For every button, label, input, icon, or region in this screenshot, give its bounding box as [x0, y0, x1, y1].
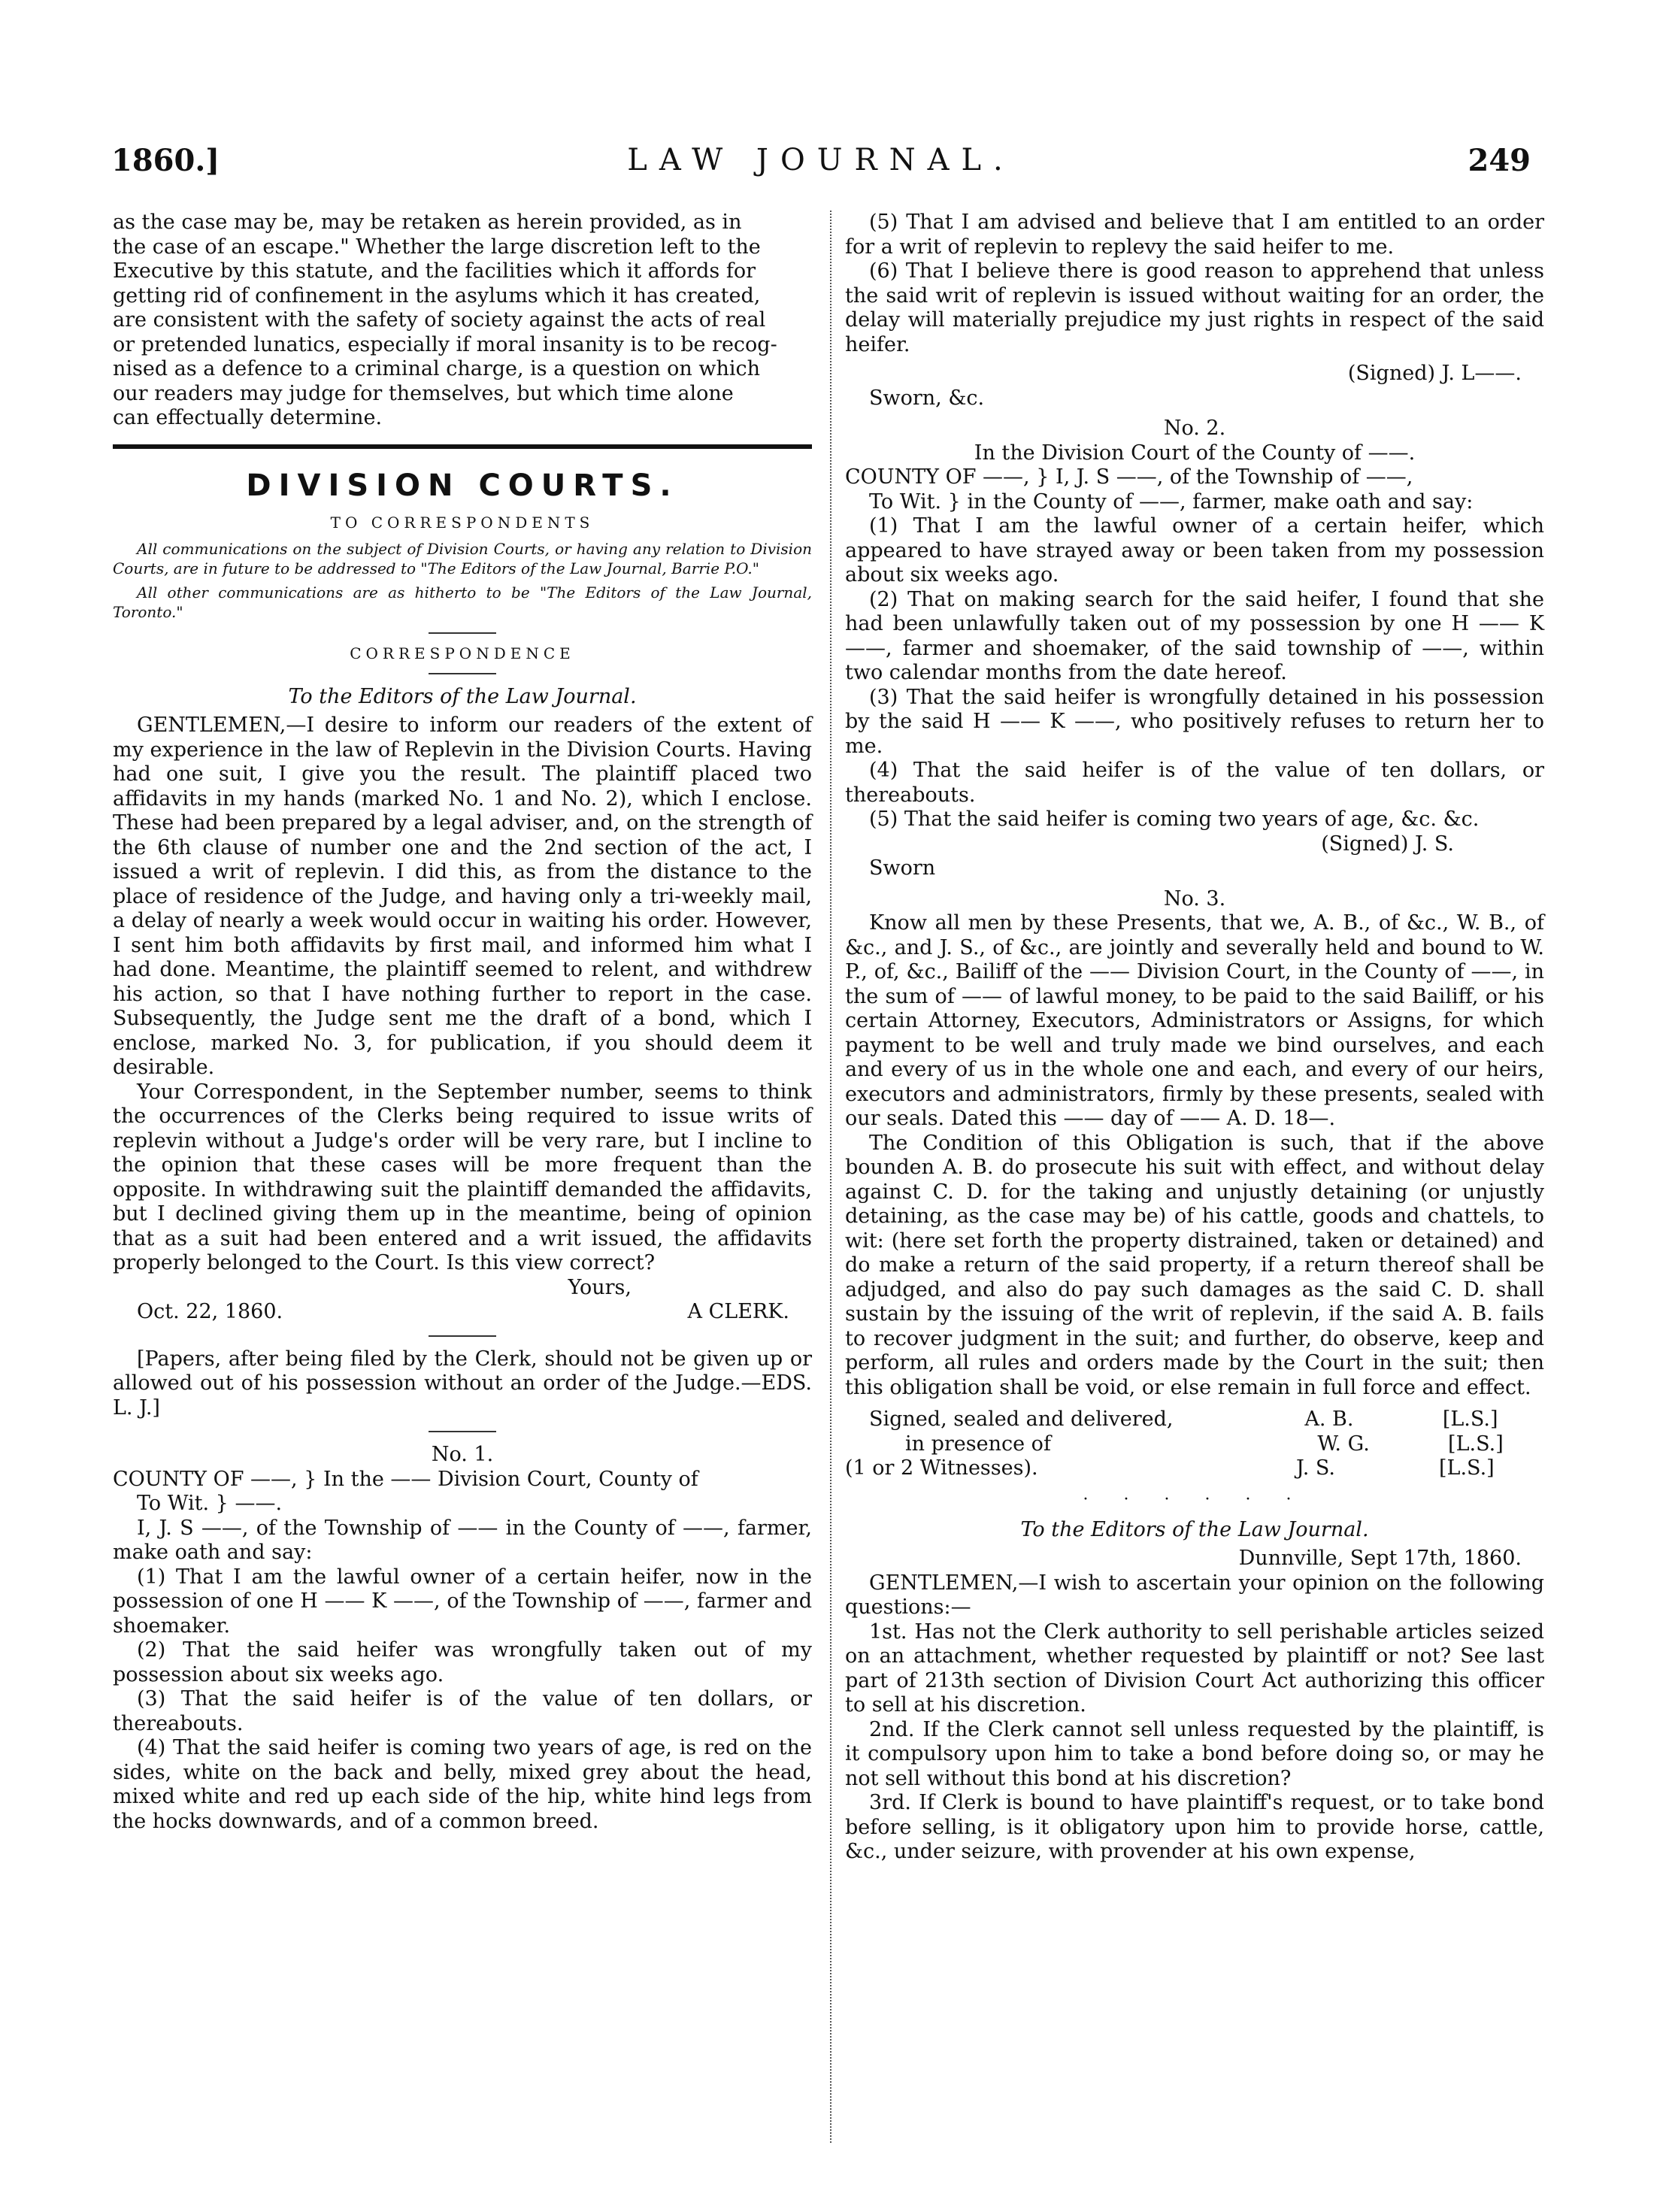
divider [429, 632, 496, 634]
text-line: are consistent with the safety of society against the acts of real [113, 308, 766, 332]
sworn-line: Sworn [869, 856, 936, 880]
text-line: our readers may judge for themselves, but which time alone [113, 381, 734, 405]
signature-name: A. B. [1304, 1407, 1354, 1431]
signature-label: (1 or 2 Witnesses). [845, 1456, 1038, 1480]
column-divider [830, 211, 831, 2143]
editor-note: [Papers, after being filed by the Clerk, should not be given up or allowed out of his possession without an order of the Judge.—EDS. L. J.] [113, 1347, 812, 1420]
letter-question: 2nd. If the Clerk cannot sell unless requested by the plaintiff, is it compulsory upon him to take a bond before doing so, or may he not sell without this bond at his discretion? [845, 1717, 1544, 1790]
letter-dateline: Dunnville, Sept 17th, 1860. [1238, 1547, 1522, 1570]
affidavit-heading: No. 2. [1163, 417, 1226, 440]
header-title: LAW JOURNAL. [627, 143, 1015, 177]
letter-signer: A CLERK. [687, 1300, 789, 1323]
affidavit-heading: No. 1. [431, 1443, 494, 1466]
running-header [111, 143, 1531, 188]
venue-line: COUNTY OF ——, } In the —— Division Court, County of [113, 1467, 698, 1491]
affidavit-item: (5) That the said heifer is coming two years of age, &c. &c. [869, 808, 1480, 831]
sworn-line: Sworn, &c. [869, 386, 985, 410]
dotted-divider: · · · · · · [1083, 1489, 1307, 1509]
letter-addressee: To the Editors of the Law Journal. [1020, 1517, 1369, 1541]
signature-label: in presence of [905, 1432, 1051, 1456]
letter-addressee: To the Editors of the Law Journal. [288, 684, 637, 708]
court-line: In the Division Court of the County of ——. [974, 441, 1416, 465]
header-year: 1860.] [111, 143, 220, 178]
affidavit-item: (2) That the said heifer was wrongfully taken out of my possession about six weeks ago. [113, 1638, 812, 1686]
bond-paragraph: Know all men by these Presents, that we, A. B., of &c., W. B., of &c., and J. S., of &c., are jointly and severally held and bound to W. P., of, &c., Bailiff of the —— Division Court, in the County of ——, in the sum of —— of lawful money, to be paid to the said Bailiff, or his certain Attorney, Executors, Administrators or Assigns, for which payment to be well and truly made we bind ourselves, and each and every of us in the whole one and each, and every of our heirs, executors and administrators, firmly by these presents, sealed with our seals. Dated this —— day of —— A. D. 18—. [845, 911, 1544, 1130]
notice-paragraph: All other communications are as hitherto to be "The Editors of the Law Journal, Toronto." [113, 583, 812, 621]
affidavit-item: (4) That the said heifer is of the value of ten dollars, or thereabouts. [845, 759, 1544, 807]
letter-closing: Yours, [568, 1275, 632, 1299]
text-line: Executive by this statute, and the facilities which it affords for [113, 259, 756, 283]
signature-line: (Signed) J. L——. [1347, 362, 1522, 385]
right-column [845, 211, 1544, 1865]
text-line: nised as a defence to a criminal charge, is a question on which [113, 357, 761, 380]
letter-paragraph: Your Correspondent, in the September number, seems to think the occurrences of the Clerks being required to issue writs of replevin without a Judge's order will be very rare, but I incline to the opinion that these cases will be more frequent than the opposite. In withdrawing suit the plaintiff demanded the affidavits, but I declined giving them up in the meantime, being of opinion that as a suit had been entered and a writ issued, the affidavits properly belonged to the Court. Is this view correct? [113, 1080, 812, 1274]
intro-paragraph [113, 211, 812, 431]
seal-mark: [L.S.] [1442, 1407, 1498, 1431]
affidavit-item: (1) That I am the lawful owner of a certain heifer, now in the possession of one H —— K ——, of the Township of ——, farmer and shoemaker. [113, 1565, 812, 1638]
signature-row [845, 1407, 1544, 1432]
signature-line: (Signed) J. S. [1321, 832, 1454, 856]
section-title: DIVISION COURTS. [246, 468, 679, 503]
letter-paragraph: GENTLEMEN,—I desire to inform our readers of the extent of my experience in the law of Replevin in the Division Courts. Having had one suit, I give you the result. The plaintiff placed two affidavits in my hands (marked No. 1 and No. 2), which I enclose. These had been prepared by a legal adviser, and, on the strength of the 6th clause of number one and the 2nd section of the act, I issued a writ of replevin. I did this, as from the distance to the place of residence of the Judge, and having only a tri-weekly mail, a delay of nearly a week would occur in waiting his order. However, I sent him both affidavits by first mail, and informed him what I had done. Meantime, the plaintiff seemed to relent, and withdrew his action, so that I have nothing further to report in the case. Subsequently, the Judge sent me the draft of a bond, which I enclose, marked No. 3, for publication, if you should deem it desirable. [113, 714, 812, 1079]
left-column [113, 211, 812, 1834]
correspondence-heading: CORRESPONDENCE [350, 644, 575, 662]
text-line: the case of an escape." Whether the large discretion left to the [113, 235, 761, 259]
affidavit-item: (4) That the said heifer is coming two years of age, is red on the sides, white on the back and belly, mixed grey about the head, mixed white and red up each side of the hip, white hind legs from the hocks downwards, and of a common breed. [113, 1736, 812, 1833]
divider [429, 673, 496, 674]
letter-date: Oct. 22, 1860. [137, 1300, 283, 1323]
venue-line: COUNTY OF ——, } I, J. S ——, of the Township of ——, [845, 465, 1413, 489]
text-line: can effectually determine. [113, 406, 383, 429]
to-correspondents-heading: TO CORRESPONDENTS [330, 513, 595, 532]
venue-line: To Wit. } ——. [137, 1492, 283, 1515]
venue-line: To Wit. } in the County of ——, farmer, make oath and say: [869, 489, 1474, 514]
bond-signatures [845, 1407, 1544, 1481]
text-line: as the case may be, may be retaken as herein provided, as in [113, 211, 742, 234]
affidavit-item: (2) That on making search for the said heifer, I found that she had been unlawfully taken out of my possession by one H —— K ——, farmer and shoemaker, of the said township of ——, within two calendar months from the date hereof. [845, 587, 1544, 684]
letter-paragraph: GENTLEMEN,—I wish to ascertain your opinion on the following questions:— [845, 1571, 1544, 1619]
affidavit-item: (1) That I am the lawful owner of a certain heifer, which appeared to have strayed away or been taken from my possession about six weeks ago. [845, 514, 1544, 586]
letter-question: 1st. Has not the Clerk authority to sell perishable articles seized on an attachment, whether requested by plaintiff or not? See last part of 213th section of Division Court Act authorizing this officer to sell at his discretion. [845, 1620, 1544, 1717]
text-line: getting rid of confinement in the asylums which it has created, [113, 283, 761, 308]
letter-signature [113, 1300, 812, 1325]
signature-name: W. G. [1317, 1432, 1370, 1456]
seal-mark: [L.S.] [1439, 1456, 1495, 1480]
affidavit-item: (6) That I believe there is good reason to apprehend that unless the said writ of replevin is issued without waiting for an order, the delay will materially prejudice my just rights in respect of the said heifer. [845, 259, 1544, 356]
bond-paragraph: The Condition of this Obligation is such, that if the above bounden A. B. do prosecute his suit with effect, and without delay against C. D. for the taking and unjustly detaining (or unjustly detaining, as the case may be) of his cattle, goods and chattels, to wit: (here set forth the property distrained, taken or detained) and do make a return of the said property, if a return thereof shall be adjudged, and also do pay such damages as the said C. D. shall sustain by the issuing of the writ of replevin, if the said A. B. fails to recover judgment in the suit; and further, do observe, keep and perform, all rules and orders made by the Court in the suit; then this obligation shall be void, or else remain in full force and effect. [845, 1131, 1544, 1399]
affidavit-item: (3) That the said heifer is of the value of ten dollars, or thereabouts. [113, 1687, 812, 1735]
divider [429, 1431, 496, 1432]
affidavit-item: (5) That I am advised and believe that I am entitled to an order for a writ of replevin to replevy the said heifer to me. [845, 211, 1544, 259]
divider [429, 1335, 496, 1337]
affidavit-item: (3) That the said heifer is wrongfully detained in his possession by the said H —— K ——, who positively refuses to return her to me. [845, 685, 1544, 758]
seal-mark: [L.S.] [1448, 1432, 1504, 1456]
signature-label: Signed, sealed and delivered, [869, 1407, 1174, 1431]
notice-paragraph: All communications on the subject of Division Courts, or having any relation to Division Courts, are in future to be addressed to "The Editors of the Law Journal, Barrie P.O." [113, 539, 812, 577]
page-number: 249 [1468, 143, 1531, 178]
bond-heading: No. 3. [1163, 886, 1226, 911]
text-line: or pretended lunatics, especially if moral insanity is to be recog- [113, 332, 777, 356]
signature-name: J. S. [1296, 1456, 1336, 1480]
affidavit-intro: I, J. S ——, of the Township of —— in the County of ——, farmer, make oath and say: [113, 1516, 812, 1564]
letter-question: 3rd. If Clerk is bound to have plaintiff's request, or to take bond before selling, is it obligatory upon him to provide horse, cattle, &c., under seizure, with provender at his own expense, [845, 1791, 1544, 1863]
signature-row [845, 1456, 1544, 1481]
section-rule [113, 444, 812, 449]
signature-row [845, 1432, 1544, 1457]
